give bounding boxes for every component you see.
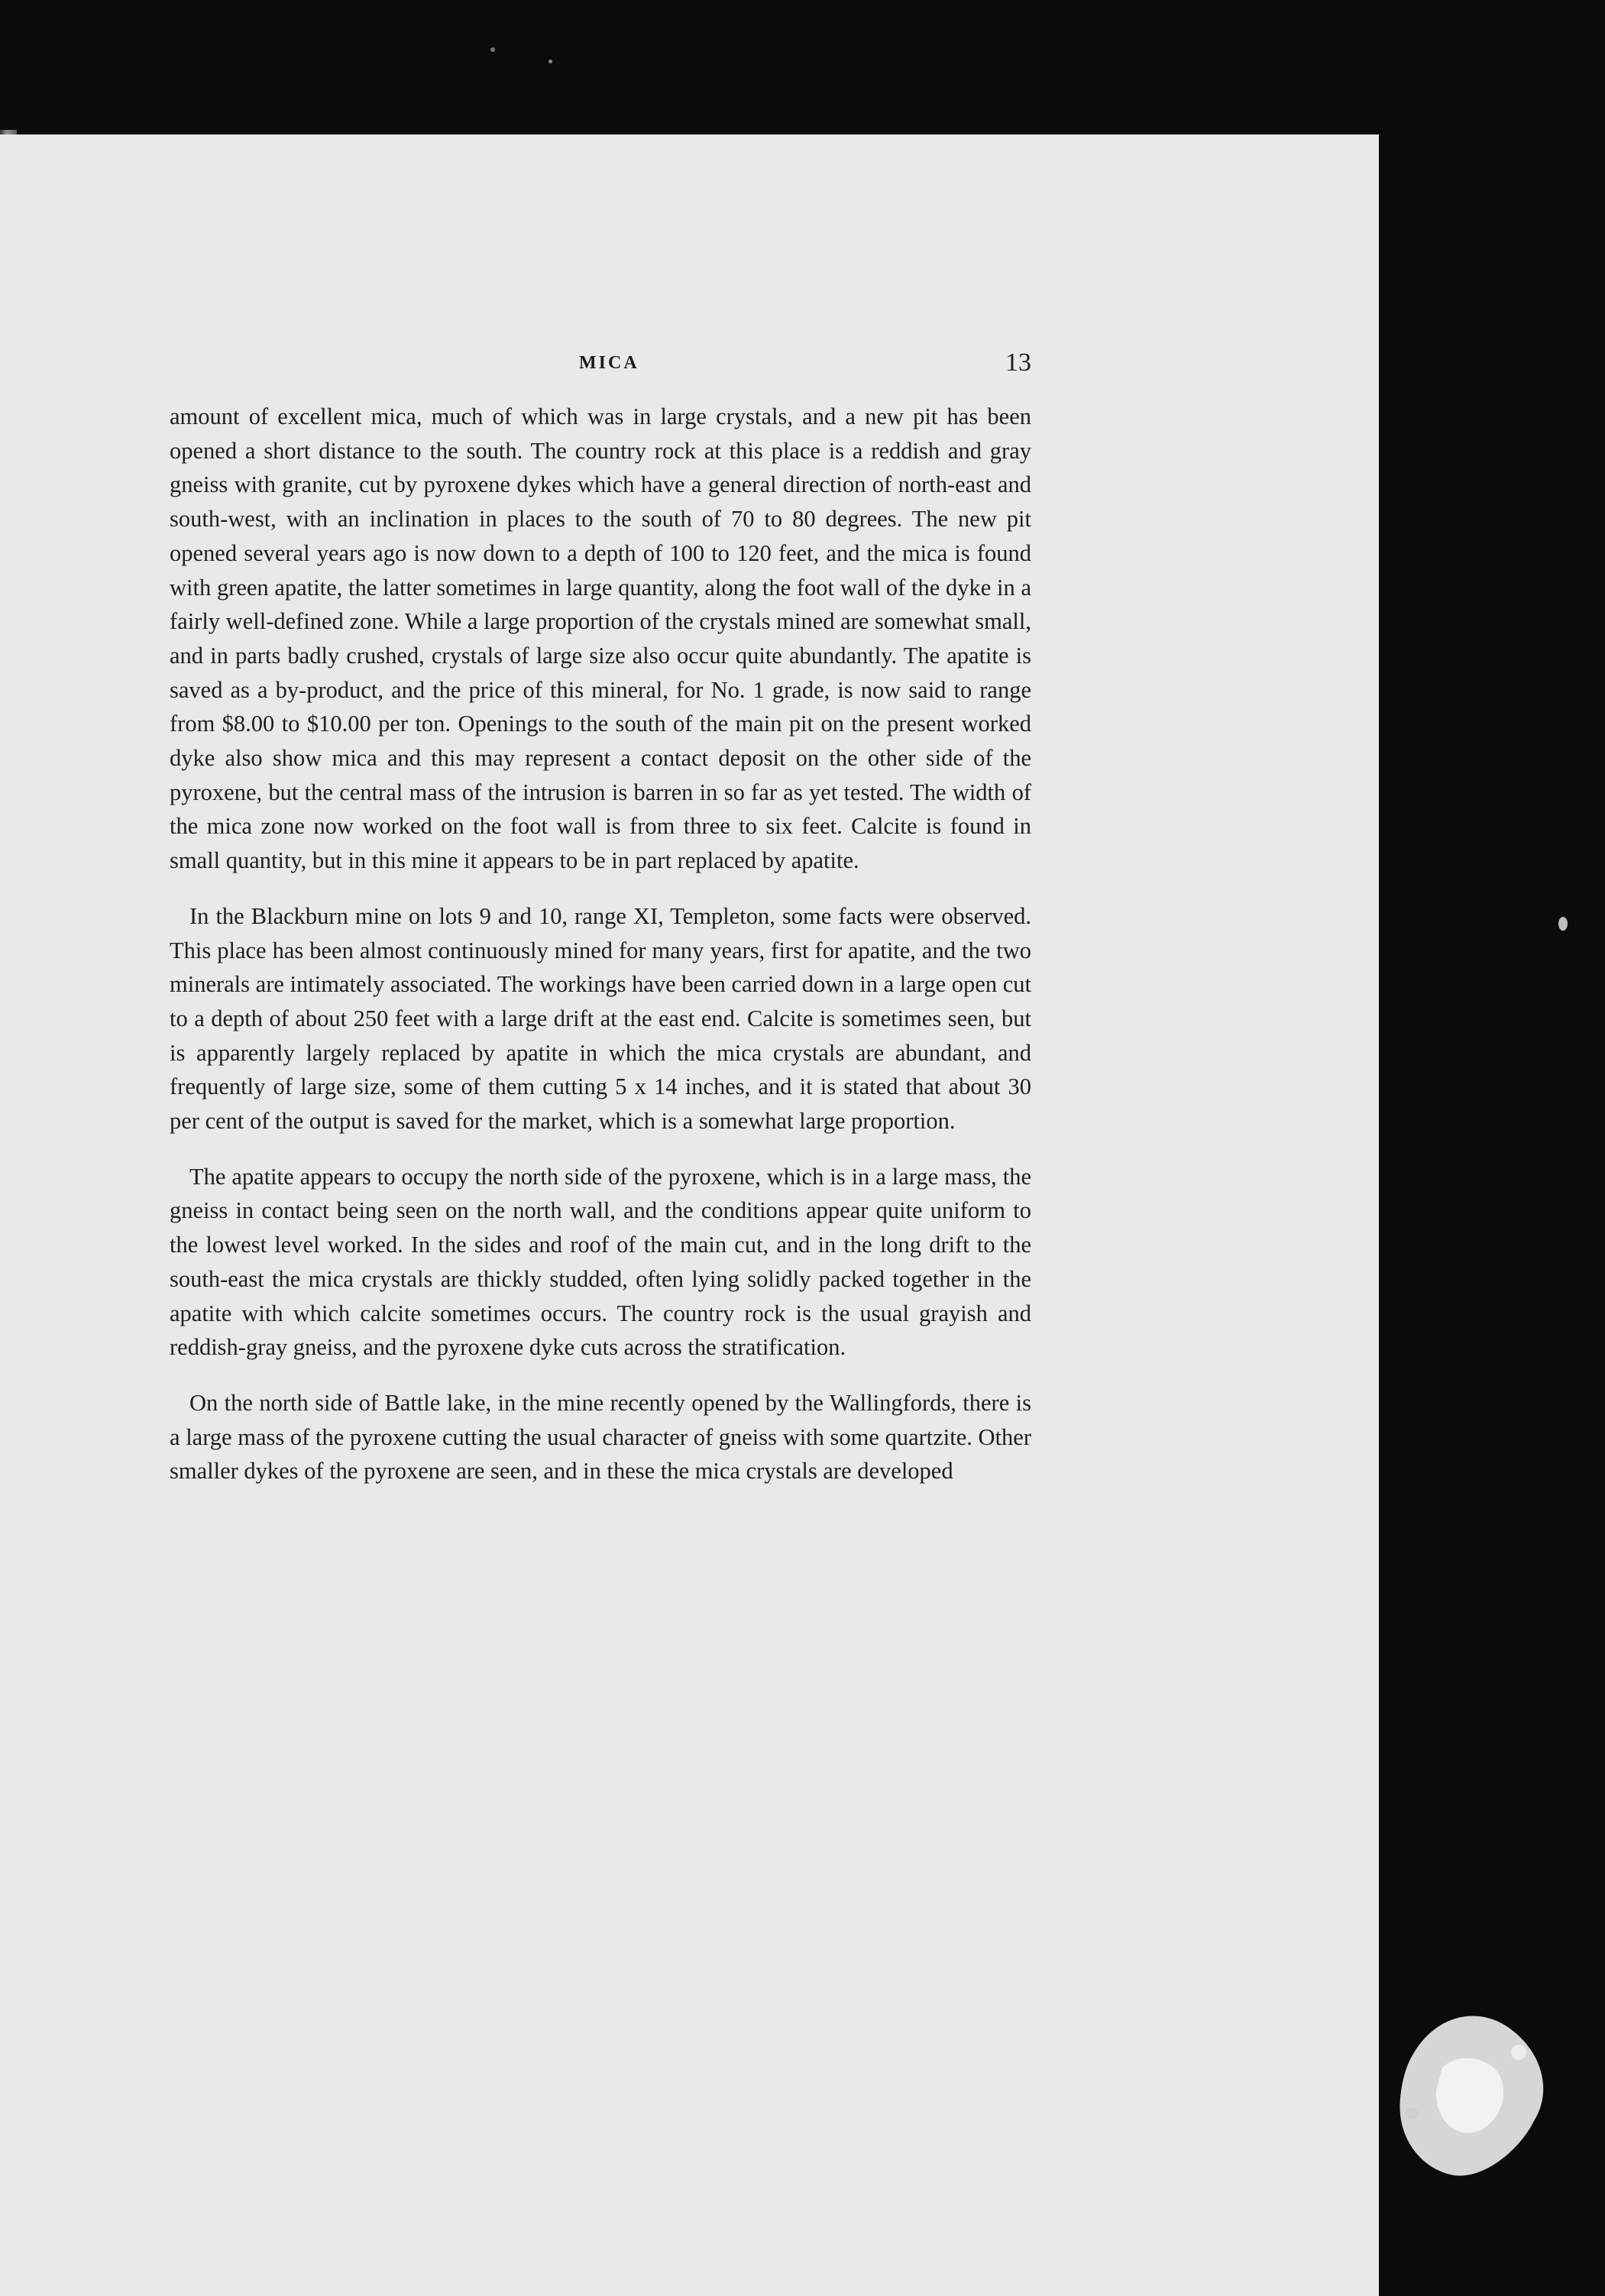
paragraph-2: In the Blackburn mine on lots 9 and 10, range XI, Templeton, some facts were observed. This place has been almost continuously mined for many years, first for apatite, and the two minerals are intimately associated. The workings have been carried down in a large open cut to a depth of about 250 feet with a large drift at the east end. Calcite is sometimes seen, but is apparently largely replaced by apatite in which the mica crystals are abundant, and frequently of large size, some of them cutting 5 x 14 inches, and it is stated that about 30 per cent of the output is saved for the market, which is a somewhat large proportion. — [170, 902, 1031, 1135]
paper-damage-mark — [1389, 1999, 1557, 2190]
book-page — [0, 134, 1379, 2296]
dust-speck — [1558, 917, 1568, 931]
dust-speck — [548, 60, 552, 63]
paragraph-3: The apatite appears to occupy the north side of the pyroxene, which is in a large mass, the gneiss in contact being seen on the north wall, and the conditions appear quite uniform to the lowest level worked. In the sides and roof of the main cut, and in the long drift to the south-east the mica crystals are thickly studded, often lying solidly packed together in the apatite with which calcite sometimes occurs. The country rock is the usual grayish and reddish-gray gneiss, and the pyroxene dyke cuts across the stratification. — [170, 1163, 1031, 1361]
page-number: 13 — [1005, 348, 1031, 377]
paragraph-1: amount of excellent mica, much of which was in large crystals, and a new pit has been opened a short distance to the south. The country rock at this place is a reddish and gray gneiss with granite, cut by pyroxene dykes which have a general direction of north-east and south-west, with an inclination in places to the south of 70 to 80 degrees. The new pit opened several years ago is now down to a depth of 100 to 120 feet, and the mica is found with green apatite, the latter sometimes in large quantity, along the foot wall of the dyke in a fairly well-defined zone. While a large proportion of the crystals mined are somewhat small, and in parts badly crushed, crystals of large size also occur quite abundantly. The apatite is saved as a by-product, and the price of this mineral, for No. 1 grade, is now said to range from $8.00 to $10.00 per ton. Openings to the south of the main pit on the present worked dyke also show mica and this may represent a contact deposit on the other side of the pyroxene, but the central mass of the intrusion is barren in so far as yet tested. The width of the mica zone now worked on the foot wall is from three to six feet. Calcite is found in small quantity, but in this mine it appears to be in part replaced by apatite. — [170, 403, 1031, 874]
body-text — [170, 400, 1031, 1510]
paragraph-4: On the north side of Battle lake, in the mine recently opened by the Wallingfords, there is a large mass of the pyroxene cutting the usual character of gneiss with some quartzite. Other smaller dykes of the pyroxene are seen, and in these the mica crystals are developed — [170, 1389, 1031, 1485]
running-head — [170, 348, 1031, 384]
running-title: MICA — [579, 353, 639, 373]
dust-speck — [490, 47, 495, 52]
